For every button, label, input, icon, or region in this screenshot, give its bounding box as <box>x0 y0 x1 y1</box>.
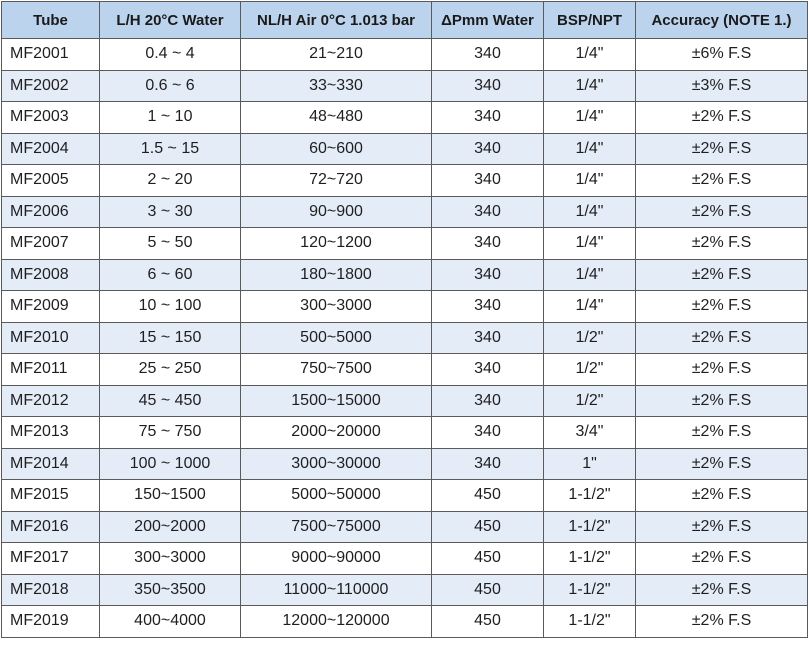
cell-connection: 1/4" <box>544 102 636 134</box>
cell-accuracy: ±2% F.S <box>636 291 808 323</box>
cell-air-flow: 3000~30000 <box>241 448 432 480</box>
cell-tube: MF2001 <box>2 39 100 71</box>
cell-water-flow: 15 ~ 150 <box>100 322 241 354</box>
cell-air-flow: 9000~90000 <box>241 543 432 575</box>
cell-tube: MF2010 <box>2 322 100 354</box>
table-row <box>2 102 808 134</box>
cell-accuracy: ±2% F.S <box>636 228 808 260</box>
cell-accuracy: ±2% F.S <box>636 511 808 543</box>
table-row <box>2 165 808 197</box>
cell-pressure-drop: 450 <box>432 606 544 638</box>
cell-pressure-drop: 340 <box>432 385 544 417</box>
cell-connection: 1-1/2" <box>544 606 636 638</box>
cell-accuracy: ±2% F.S <box>636 259 808 291</box>
cell-tube: MF2006 <box>2 196 100 228</box>
table-header-row <box>2 2 808 39</box>
cell-connection: 1-1/2" <box>544 543 636 575</box>
cell-water-flow: 1.5 ~ 15 <box>100 133 241 165</box>
cell-tube: MF2004 <box>2 133 100 165</box>
cell-water-flow: 100 ~ 1000 <box>100 448 241 480</box>
cell-connection: 1/4" <box>544 259 636 291</box>
header-connection: BSP/NPT <box>544 2 636 39</box>
cell-accuracy: ±2% F.S <box>636 543 808 575</box>
cell-water-flow: 0.4 ~ 4 <box>100 39 241 71</box>
flowmeter-spec-table <box>1 1 808 638</box>
cell-pressure-drop: 340 <box>432 417 544 449</box>
cell-accuracy: ±2% F.S <box>636 196 808 228</box>
cell-connection: 1/2" <box>544 322 636 354</box>
cell-accuracy: ±2% F.S <box>636 165 808 197</box>
cell-water-flow: 45 ~ 450 <box>100 385 241 417</box>
cell-air-flow: 5000~50000 <box>241 480 432 512</box>
cell-air-flow: 60~600 <box>241 133 432 165</box>
cell-water-flow: 400~4000 <box>100 606 241 638</box>
table-row <box>2 385 808 417</box>
cell-pressure-drop: 450 <box>432 480 544 512</box>
cell-air-flow: 7500~75000 <box>241 511 432 543</box>
cell-tube: MF2009 <box>2 291 100 323</box>
table-row <box>2 448 808 480</box>
cell-air-flow: 1500~15000 <box>241 385 432 417</box>
cell-connection: 1-1/2" <box>544 511 636 543</box>
cell-pressure-drop: 450 <box>432 574 544 606</box>
cell-pressure-drop: 340 <box>432 291 544 323</box>
cell-air-flow: 72~720 <box>241 165 432 197</box>
table-row <box>2 196 808 228</box>
table-row <box>2 417 808 449</box>
cell-air-flow: 500~5000 <box>241 322 432 354</box>
cell-tube: MF2005 <box>2 165 100 197</box>
cell-connection: 1/4" <box>544 39 636 71</box>
cell-air-flow: 180~1800 <box>241 259 432 291</box>
cell-connection: 1-1/2" <box>544 480 636 512</box>
cell-pressure-drop: 450 <box>432 543 544 575</box>
cell-accuracy: ±2% F.S <box>636 574 808 606</box>
cell-tube: MF2007 <box>2 228 100 260</box>
cell-water-flow: 200~2000 <box>100 511 241 543</box>
cell-accuracy: ±2% F.S <box>636 448 808 480</box>
cell-accuracy: ±6% F.S <box>636 39 808 71</box>
table-row <box>2 511 808 543</box>
cell-water-flow: 1 ~ 10 <box>100 102 241 134</box>
cell-pressure-drop: 340 <box>432 133 544 165</box>
table-row <box>2 259 808 291</box>
cell-pressure-drop: 340 <box>432 228 544 260</box>
cell-pressure-drop: 340 <box>432 259 544 291</box>
cell-pressure-drop: 340 <box>432 448 544 480</box>
cell-connection: 1/4" <box>544 133 636 165</box>
cell-connection: 1/4" <box>544 165 636 197</box>
cell-connection: 1/4" <box>544 70 636 102</box>
cell-pressure-drop: 450 <box>432 511 544 543</box>
cell-pressure-drop: 340 <box>432 322 544 354</box>
cell-connection: 1/2" <box>544 385 636 417</box>
cell-water-flow: 0.6 ~ 6 <box>100 70 241 102</box>
cell-accuracy: ±2% F.S <box>636 480 808 512</box>
cell-pressure-drop: 340 <box>432 196 544 228</box>
header-tube: Tube <box>2 2 100 39</box>
cell-water-flow: 5 ~ 50 <box>100 228 241 260</box>
cell-connection: 1/4" <box>544 228 636 260</box>
header-air-flow: NL/H Air 0°C 1.013 bar <box>241 2 432 39</box>
cell-accuracy: ±2% F.S <box>636 322 808 354</box>
cell-water-flow: 6 ~ 60 <box>100 259 241 291</box>
cell-connection: 1/2" <box>544 354 636 386</box>
cell-tube: MF2008 <box>2 259 100 291</box>
table-row <box>2 606 808 638</box>
cell-tube: MF2013 <box>2 417 100 449</box>
cell-connection: 1/4" <box>544 196 636 228</box>
table-row <box>2 480 808 512</box>
cell-accuracy: ±3% F.S <box>636 70 808 102</box>
header-accuracy: Accuracy (NOTE 1.) <box>636 2 808 39</box>
cell-water-flow: 350~3500 <box>100 574 241 606</box>
table-row <box>2 354 808 386</box>
cell-accuracy: ±2% F.S <box>636 133 808 165</box>
table-row <box>2 322 808 354</box>
cell-tube: MF2003 <box>2 102 100 134</box>
cell-water-flow: 2 ~ 20 <box>100 165 241 197</box>
cell-accuracy: ±2% F.S <box>636 385 808 417</box>
table-row <box>2 39 808 71</box>
cell-air-flow: 33~330 <box>241 70 432 102</box>
cell-pressure-drop: 340 <box>432 354 544 386</box>
cell-air-flow: 11000~110000 <box>241 574 432 606</box>
cell-air-flow: 90~900 <box>241 196 432 228</box>
cell-tube: MF2018 <box>2 574 100 606</box>
cell-connection: 1/4" <box>544 291 636 323</box>
cell-tube: MF2016 <box>2 511 100 543</box>
cell-air-flow: 120~1200 <box>241 228 432 260</box>
cell-air-flow: 300~3000 <box>241 291 432 323</box>
cell-water-flow: 150~1500 <box>100 480 241 512</box>
table-row <box>2 543 808 575</box>
cell-pressure-drop: 340 <box>432 39 544 71</box>
cell-pressure-drop: 340 <box>432 165 544 197</box>
cell-accuracy: ±2% F.S <box>636 102 808 134</box>
table-row <box>2 574 808 606</box>
cell-water-flow: 300~3000 <box>100 543 241 575</box>
cell-accuracy: ±2% F.S <box>636 417 808 449</box>
cell-water-flow: 75 ~ 750 <box>100 417 241 449</box>
cell-water-flow: 10 ~ 100 <box>100 291 241 323</box>
cell-tube: MF2002 <box>2 70 100 102</box>
cell-pressure-drop: 340 <box>432 70 544 102</box>
cell-tube: MF2011 <box>2 354 100 386</box>
table-body <box>2 39 808 638</box>
cell-connection: 1" <box>544 448 636 480</box>
cell-connection: 1-1/2" <box>544 574 636 606</box>
cell-accuracy: ±2% F.S <box>636 606 808 638</box>
table-row <box>2 291 808 323</box>
cell-tube: MF2015 <box>2 480 100 512</box>
table-row <box>2 133 808 165</box>
header-water-flow: L/H 20°C Water <box>100 2 241 39</box>
cell-air-flow: 12000~120000 <box>241 606 432 638</box>
cell-tube: MF2012 <box>2 385 100 417</box>
cell-tube: MF2014 <box>2 448 100 480</box>
table-row <box>2 228 808 260</box>
cell-air-flow: 2000~20000 <box>241 417 432 449</box>
cell-pressure-drop: 340 <box>432 102 544 134</box>
cell-water-flow: 25 ~ 250 <box>100 354 241 386</box>
cell-air-flow: 21~210 <box>241 39 432 71</box>
header-pressure-drop: ΔPmm Water <box>432 2 544 39</box>
cell-air-flow: 750~7500 <box>241 354 432 386</box>
cell-connection: 3/4" <box>544 417 636 449</box>
cell-water-flow: 3 ~ 30 <box>100 196 241 228</box>
cell-tube: MF2019 <box>2 606 100 638</box>
cell-air-flow: 48~480 <box>241 102 432 134</box>
table-row <box>2 70 808 102</box>
cell-tube: MF2017 <box>2 543 100 575</box>
cell-accuracy: ±2% F.S <box>636 354 808 386</box>
